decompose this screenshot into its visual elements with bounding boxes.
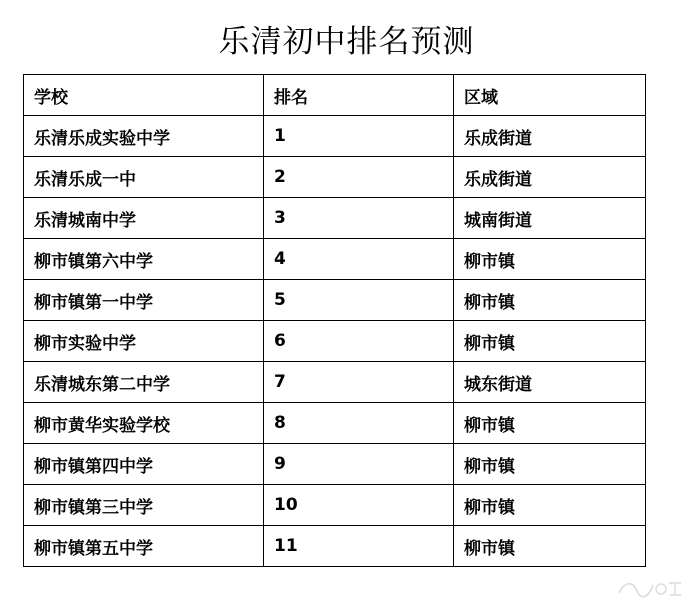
- rank-cell: 3: [264, 198, 454, 239]
- rank-cell: 8: [264, 403, 454, 444]
- table-row: [24, 526, 646, 567]
- district-cell: 城南街道: [454, 198, 646, 239]
- column-header-district: 区域: [454, 75, 646, 116]
- school-cell: 乐清城东第二中学: [24, 362, 264, 403]
- district-cell: 柳市镇: [454, 280, 646, 321]
- school-cell: 乐清城南中学: [24, 198, 264, 239]
- table-row: [24, 280, 646, 321]
- district-cell: 柳市镇: [454, 526, 646, 567]
- table-body: [24, 116, 646, 567]
- school-cell: 柳市镇第一中学: [24, 280, 264, 321]
- table-row: [24, 321, 646, 362]
- school-cell: 柳市实验中学: [24, 321, 264, 362]
- rank-cell: 11: [264, 526, 454, 567]
- table-row: [24, 157, 646, 198]
- rank-cell: 2: [264, 157, 454, 198]
- table-row: [24, 362, 646, 403]
- rank-cell: 5: [264, 280, 454, 321]
- page-title: 乐清初中排名预测: [218, 24, 475, 60]
- district-cell: 城东街道: [454, 362, 646, 403]
- school-cell: 乐清乐成一中: [24, 157, 264, 198]
- school-cell: 乐清乐成实验中学: [24, 116, 264, 157]
- ranking-table: [23, 74, 646, 567]
- watermark-logo-icon: [615, 577, 685, 599]
- district-cell: 柳市镇: [454, 239, 646, 280]
- table-row: [24, 116, 646, 157]
- table-row: [24, 444, 646, 485]
- district-cell: 乐成街道: [454, 157, 646, 198]
- school-cell: 柳市镇第五中学: [24, 526, 264, 567]
- district-cell: 柳市镇: [454, 321, 646, 362]
- table-row: [24, 239, 646, 280]
- rank-cell: 1: [264, 116, 454, 157]
- district-cell: 柳市镇: [454, 444, 646, 485]
- table-row: [24, 198, 646, 239]
- rank-cell: 6: [264, 321, 454, 362]
- column-header-rank: 排名: [264, 75, 454, 116]
- table-row: [24, 403, 646, 444]
- district-cell: 柳市镇: [454, 485, 646, 526]
- school-cell: 柳市镇第三中学: [24, 485, 264, 526]
- column-header-school: 学校: [24, 75, 264, 116]
- district-cell: 柳市镇: [454, 403, 646, 444]
- rank-cell: 4: [264, 239, 454, 280]
- rank-cell: 10: [264, 485, 454, 526]
- district-cell: 乐成街道: [454, 116, 646, 157]
- table-header: [24, 75, 646, 116]
- school-cell: 柳市黄华实验学校: [24, 403, 264, 444]
- header-row: [24, 75, 646, 116]
- school-cell: 柳市镇第六中学: [24, 239, 264, 280]
- table-row: [24, 485, 646, 526]
- rank-cell: 7: [264, 362, 454, 403]
- school-cell: 柳市镇第四中学: [24, 444, 264, 485]
- rank-cell: 9: [264, 444, 454, 485]
